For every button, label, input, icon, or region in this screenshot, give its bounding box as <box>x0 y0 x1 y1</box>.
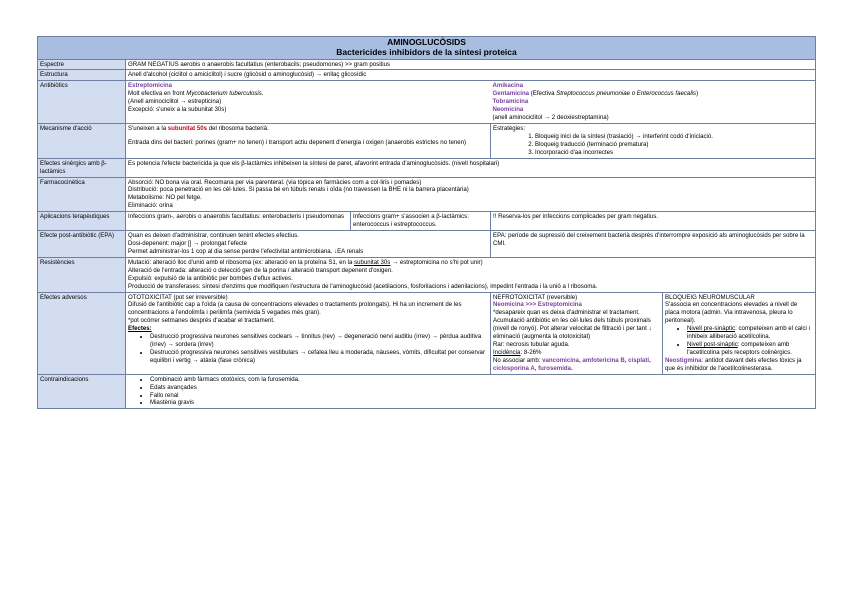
nephrotoxicity-title: NEFROTOXICITAT (reversible) <box>493 293 578 301</box>
row-label: Efectes sinèrgics amb β-lactàmics <box>38 158 126 177</box>
row-postantibiotic <box>38 231 816 258</box>
row-mecanisme <box>38 123 816 158</box>
neuromuscular-text: S'associa en concentracions elevades a nivell de placa motora (admin. Via intravenosa, pleura lo peritoneal). <box>665 301 798 325</box>
row-content <box>126 177 816 212</box>
row-content: GRAM NEGATIUS aerobis o anaerobis facultatius (enterobacils; pseudomones) >> gram positius <box>126 59 816 70</box>
list-item: • Miastènia gravis <box>150 399 813 407</box>
resistance-line: Producció de transferases: síntesi d'enzims que modifiquen l'estructura de l'aminoglucòsid (acetilacions, fosforilacions i adenilacions), impedint l'entrada i la unió a l ribosoma. <box>128 282 598 290</box>
row-resistencies <box>38 257 816 292</box>
row-label: Aplicacions terapèutiques <box>38 212 126 231</box>
epa-line: Permet administrar-los 1 cop al dia sense perdre l'efectivitat antimicrobiana. ↓EA renals <box>128 247 364 255</box>
nephrotoxicity-text: *desapareix quan es deixa d'administrar el tractament. <box>493 309 640 317</box>
row-label: Efectes adversos <box>38 292 126 374</box>
strategies-list <box>493 133 813 157</box>
application-gram-negative: Infeccions gram-, aerobis o anaerobis facultatius: enterobacteris i pseudomonas <box>126 212 351 231</box>
list-item: • Destrucció progressiva neurones sensitives vestibulars → cefalea lleu a moderada, nàusees, vòmits, dificultat per conservar equilibri i vertig → atàxia (fase crònica) <box>150 349 488 365</box>
drug-name: Neomicina <box>492 106 524 114</box>
neuromuscular-list <box>665 325 813 357</box>
row-label: Farmacocinètica <box>38 177 126 212</box>
pk-line: Metabolisme: NO pel fetge. <box>128 194 202 202</box>
application-gram-positive: Infeccions gram+ s'associen a β-lactàmics: enterococcus i estreptococcus. <box>351 212 491 231</box>
ototoxicity-cell <box>126 292 491 374</box>
mechanism-right <box>491 123 816 158</box>
row-content: Anell d'alcohol (ciclitol o amiciclitol) i sucre (glicòsid o aminoglucòsid) → enllaç glicosídic <box>126 70 816 81</box>
epa-right: EPA: període de supressió del creixement bacterià després d'interrompre exposició als aminoglucòsids per sobre la CMI. <box>491 231 816 258</box>
drug-name: Tobramicina <box>492 98 529 106</box>
association-line: No associar amb: vancomicina, amfotericina B, cisplatí, ciclosporina A, furosemida. <box>493 356 651 372</box>
row-antibiotics <box>38 81 816 124</box>
row-adversos <box>38 292 816 374</box>
list-item: • Fallo renal <box>150 392 813 400</box>
neuromuscular-title: BLOQUEIG NEUROMUSCULAR <box>665 293 755 301</box>
row-label: Mecanisme d'acció <box>38 123 126 158</box>
row-farmacocinetica <box>38 177 816 212</box>
pk-line: Distribució: poca penetració en les cèl·lules. Si passa bé en túbuls renals i oïda (no travessen la BHE ni la barrera placentària) <box>128 186 469 194</box>
nephrotoxicity-text: Acumulació antibiòtic en les cèl·lules dels túbuls proximals (nivell de ronyó). Pot alterar velocitat de filtració i per tant ↓ eliminació (augmenta la ototoxicitat) <box>493 317 652 341</box>
table-header <box>38 37 816 60</box>
mechanism-left <box>126 123 491 158</box>
row-content: Es potencia l'efecte bactericida ja que els β-lactàmics inhibeixen la síntesi de paret, afavorint entrada d'aminoglucòsids. (nivell hospitalari) <box>126 158 816 177</box>
row-espectre <box>38 59 816 70</box>
ototoxicity-title: OTOTOXICITAT (pot ser irreversible) <box>128 293 228 301</box>
ototoxicity-text: *pot ocórrer setmanes després d'acabar el tractament. <box>128 317 275 325</box>
effects-heading: Efectes: <box>128 325 152 333</box>
list-item: • Destrucció progressiva neurones sensitives coclears → tinnitus (rev) → degeneració nervi auditiu (irrev) → pèrdua auditiva (irrev) → sordera (irrev) <box>150 333 488 349</box>
list-item: • Nivell post-sinàptic: competeixen amb l'acetilcolina pels receptors colinèrgics. <box>687 341 813 357</box>
document-sheet <box>37 36 815 409</box>
pk-line: Absorció: NO bona via oral. Recomana per via parenteral. (via tòpica en farmàcies com a col·liris i pomades) <box>128 178 422 186</box>
document-subtitle: Bactericides inhibidors de la síntesi proteica <box>336 46 517 57</box>
resistance-line: Expulsió: expulsió de la antibiòtic per bombes d'eflux actives. <box>128 274 293 282</box>
row-content <box>126 374 816 409</box>
row-label: Efecte post-antibiòtic (EPA) <box>38 231 126 258</box>
row-aplicacions <box>38 212 816 231</box>
drug-note: Excepció: s'uneix a la subunitat 30s) <box>128 106 227 114</box>
list-item: • Combinació amb fàrmacs ototòxics, com la furosemida. <box>150 376 813 384</box>
row-contraindicacions <box>38 374 816 409</box>
list-item: 2. Bloqueig traducció (terminació prematura) <box>535 141 813 149</box>
resistance-line: Mutació: alteració lloc d'unió amb el ribosoma (ex: alteració en la proteïna S1, en la subunitat 30s → estreptomicina no s'hi pot unir) <box>128 258 483 266</box>
row-label: Resistències <box>38 257 126 292</box>
drug-note: (Anell aminociclitol → estrepticina) <box>128 98 222 106</box>
row-label: Espectre <box>38 59 126 70</box>
row-label: Estructura <box>38 70 126 81</box>
row-sinergics <box>38 158 816 177</box>
list-item: • Nivell pre-sinàptic: competeixen amb el calci i inhibeix alliberació acetilcolina. <box>687 325 813 341</box>
pk-line: Eliminació: orina <box>128 202 173 210</box>
title-row <box>38 37 816 60</box>
drug-note: Molt efectiva en front Mycobacterium tuberculosis. <box>128 90 264 98</box>
strategies-heading: Estratègies: <box>493 124 526 132</box>
row-content <box>126 257 816 292</box>
application-note: !! Reserva-los per infeccions complicades per gram negatius. <box>491 212 816 231</box>
incidence-line: Incidència: 8-26% <box>493 348 542 356</box>
antibiotic-right <box>491 81 816 124</box>
epa-line: Dosi-depenent: major [] → prolongat l'efecte <box>128 239 248 247</box>
mechanism-line: S'uneixen a la subunitat 50s del ribosoma bacterià. <box>128 124 269 132</box>
resistance-line: Alteració de l'entrada: alteració o delecció gen de la porina / alteració transport depenent d'oxigen. <box>128 266 393 274</box>
epa-line: Quan es deixen d'administrar, continuen tenint efectes efectius. <box>128 232 299 240</box>
document-title: AMINOGLUCÒSIDS <box>387 37 466 47</box>
list-item: 1. Bloqueig inici de la síntesi (traslació) → interferint codó d'iniciació. <box>535 133 813 141</box>
drug-note: (anell aminociclitol → 2 deoxiestreptamina) <box>492 114 609 122</box>
drug-name: Estreptomicina <box>128 82 173 90</box>
list-item: 3. Incorporació d'aa incorrectes <box>535 149 813 157</box>
row-estructura <box>38 70 816 81</box>
contraindications-list <box>128 376 813 408</box>
effects-list <box>128 333 488 365</box>
nephrotoxicity-text: Rar: necrosis tubular aguda. <box>493 341 570 349</box>
neuromuscular-cell <box>663 292 816 374</box>
row-label: Antibiòtics <box>38 81 126 124</box>
drug-name: Amikacina <box>492 82 523 90</box>
nephrotoxicity-subtitle: Neomicina >>> Estreptomicina <box>493 301 582 309</box>
antibiotic-left <box>126 81 491 124</box>
antidote-line: Neostigmina: antídot davant dels efectes tòxics ja que és inhibidor de l'acetilcolinesterasa. <box>665 356 802 372</box>
ototoxicity-text: Difusió de l'antibiòtic cap a l'oïda (a causa de concentracions elevades o tractaments prolongats). Hi ha un increment de les concentracions a l'endolimfa i perilimfa (semivida 5 vegades més gran). <box>128 301 462 317</box>
row-label: Contraindicacions <box>38 374 126 409</box>
drug-note: Gentamicina (Efectiva Streptococcus pneumoniae o Enterococcus faecalis) <box>492 90 699 98</box>
nephrotoxicity-cell <box>491 292 663 374</box>
mechanism-line: Entrada dins del bacteri: porines (gram+ no tenen) i transport actiu depenent d'energia i oxigen (anaerobis estrictes no tenen) <box>128 138 467 146</box>
list-item: • Edats avançades <box>150 384 813 392</box>
epa-left <box>126 231 491 258</box>
aminoglycosides-table <box>37 36 816 409</box>
